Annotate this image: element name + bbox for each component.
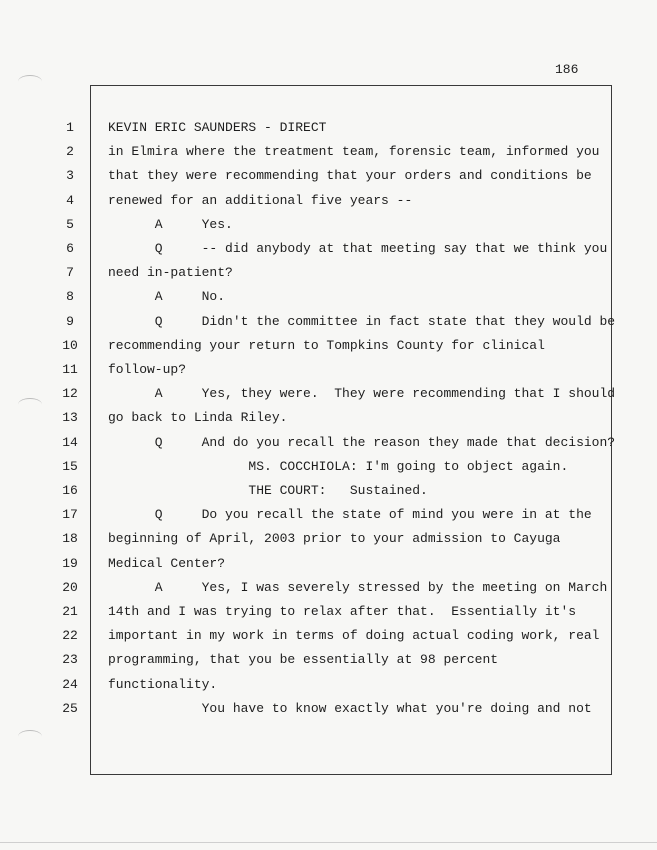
line-number: 18	[62, 531, 78, 546]
line-number: 20	[62, 580, 78, 595]
transcript-line: Medical Center?	[108, 556, 226, 571]
margin-mark-middle	[18, 398, 42, 411]
line-number: 1	[66, 120, 74, 135]
line-number: 19	[62, 556, 78, 571]
line-number: 21	[62, 604, 78, 619]
page-edge	[0, 842, 657, 843]
transcript-line: need in-patient?	[108, 265, 233, 280]
line-number: 3	[66, 168, 74, 183]
transcript-line: KEVIN ERIC SAUNDERS - DIRECT	[108, 120, 327, 135]
transcript-line: THE COURT: Sustained.	[108, 483, 428, 498]
margin-mark-top	[18, 75, 42, 88]
line-number: 22	[62, 628, 78, 643]
transcript-line: important in my work in terms of doing actual coding work, real	[108, 628, 600, 643]
line-number: 23	[62, 652, 78, 667]
line-number: 15	[62, 459, 78, 474]
line-number: 10	[62, 338, 78, 353]
transcript-line: programming, that you be essentially at 98 percent	[108, 652, 499, 667]
line-number: 12	[62, 386, 78, 401]
line-number: 14	[62, 435, 78, 450]
transcript-line: Q And do you recall the reason they made that decision?	[108, 435, 616, 450]
line-number: 6	[66, 241, 74, 256]
line-number: 9	[66, 314, 74, 329]
line-number: 25	[62, 701, 78, 716]
transcript-line: renewed for an additional five years --	[108, 193, 413, 208]
line-number: 17	[62, 507, 78, 522]
line-number: 16	[62, 483, 78, 498]
transcript-line: recommending your return to Tompkins County for clinical	[108, 338, 545, 353]
line-number: 24	[62, 677, 78, 692]
transcript-line: 14th and I was trying to relax after that. Essentially it's	[108, 604, 577, 619]
transcript-line: follow-up?	[108, 362, 187, 377]
line-number: 11	[62, 362, 78, 377]
margin-mark-bottom	[18, 730, 42, 743]
line-number: 5	[66, 217, 74, 232]
transcript-line: A Yes, they were. They were recommending that I should	[108, 386, 616, 401]
transcript-line: Q Do you recall the state of mind you were in at the	[108, 507, 592, 522]
transcript-line: A No.	[108, 289, 226, 304]
transcript-line: A Yes, I was severely stressed by the meeting on March	[108, 580, 608, 595]
transcript-line: Q -- did anybody at that meeting say that we think you	[108, 241, 608, 256]
transcript-line: You have to know exactly what you're doing and not	[108, 701, 592, 716]
line-number: 13	[62, 410, 78, 425]
transcript-line: go back to Linda Riley.	[108, 410, 288, 425]
page-number: 186	[555, 62, 579, 77]
line-number: 8	[66, 289, 74, 304]
transcript-line: Q Didn't the committee in fact state that they would be	[108, 314, 616, 329]
transcript-line: beginning of April, 2003 prior to your admission to Cayuga	[108, 531, 561, 546]
line-number: 4	[66, 193, 74, 208]
transcript-line: in Elmira where the treatment team, forensic team, informed you	[108, 144, 600, 159]
transcript-line: that they were recommending that your orders and conditions be	[108, 168, 592, 183]
line-number: 2	[66, 144, 74, 159]
text-frame	[90, 85, 612, 775]
transcript-line: A Yes.	[108, 217, 233, 232]
transcript-line: functionality.	[108, 677, 218, 692]
transcript-line: MS. COCCHIOLA: I'm going to object again.	[108, 459, 569, 474]
line-number: 7	[66, 265, 74, 280]
